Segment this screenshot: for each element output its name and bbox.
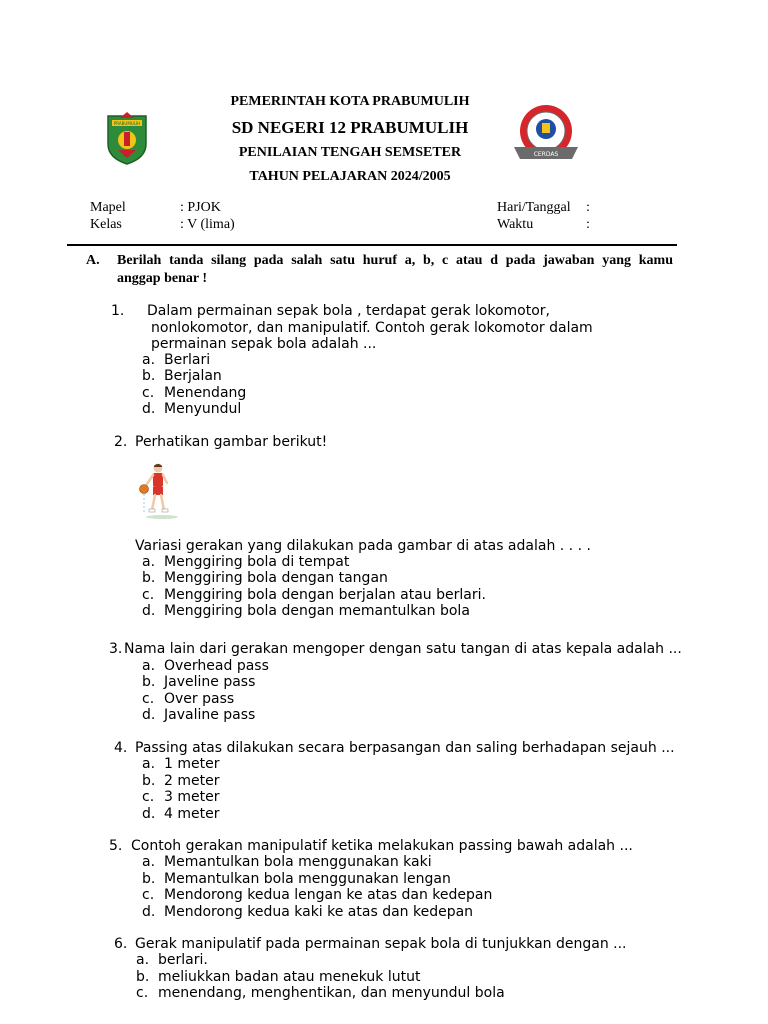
option-text: meliukkan badan atau menekuk lutut xyxy=(158,969,421,985)
option-text: Berjalan xyxy=(164,368,222,384)
question-2-option-d[interactable] xyxy=(142,603,470,620)
option-letter: a. xyxy=(142,554,156,570)
option-text: 3 meter xyxy=(164,789,220,805)
option-text: Mendorong kedua kaki ke atas dan kedepan xyxy=(164,904,474,920)
question-6-number: 6. xyxy=(114,936,128,952)
option-letter: a. xyxy=(142,658,156,674)
option-text: Menggiring bola dengan berjalan atau berlari. xyxy=(164,587,486,603)
header-year: TAHUN PELAJARAN 2024/2005 xyxy=(249,169,451,184)
question-4-option-c[interactable] xyxy=(142,789,219,806)
option-text: Menggiring bola dengan tangan xyxy=(164,570,388,586)
option-text: menendang, menghentikan, dan menyundul bola xyxy=(158,985,505,1001)
option-text: Menyundul xyxy=(164,401,242,417)
option-text: Berlari xyxy=(164,352,211,368)
question-2-option-b[interactable] xyxy=(142,570,388,587)
hari-tanggal-value: : xyxy=(586,200,590,215)
question-2-number: 2. xyxy=(114,434,128,450)
option-letter: b. xyxy=(142,368,156,384)
option-letter: d. xyxy=(142,603,156,619)
option-letter: a. xyxy=(142,756,156,772)
header-school: SD NEGERI 12 PRABUMULIH xyxy=(231,118,469,137)
section-instruction-line1: Berilah tanda silang pada salah satu huruf a, b, c atau d pada jawaban yang kamu xyxy=(117,253,673,268)
option-letter: a. xyxy=(136,952,150,968)
kelas-value: : V (lima) xyxy=(180,217,235,232)
option-text: Menggiring bola di tempat xyxy=(164,554,350,570)
header-divider xyxy=(67,244,677,246)
question-5-option-d[interactable] xyxy=(142,904,473,921)
question-4-number: 4. xyxy=(114,740,128,756)
question-5-number: 5. xyxy=(109,838,123,854)
option-letter: a. xyxy=(142,854,156,870)
question-1-option-b[interactable] xyxy=(142,368,222,385)
option-text: Javeline pass xyxy=(164,674,256,690)
question-1-option-a[interactable] xyxy=(142,352,210,369)
option-text: Memantulkan bola menggunakan lengan xyxy=(164,871,451,887)
mapel-label: Mapel xyxy=(90,200,126,215)
option-letter: b. xyxy=(142,773,156,789)
option-letter: c. xyxy=(142,385,155,401)
mapel-value: : PJOK xyxy=(180,200,221,215)
option-text: Menggiring bola dengan memantulkan bola xyxy=(164,603,470,619)
option-letter: c. xyxy=(136,985,149,1001)
option-text: berlari. xyxy=(158,952,208,968)
waktu-label: Waktu xyxy=(497,217,534,232)
question-6-line1: Gerak manipulatif pada permainan sepak bola di tunjukkan dengan ... xyxy=(135,936,627,952)
option-text: Over pass xyxy=(164,691,235,707)
option-text: Memantulkan bola menggunakan kaki xyxy=(164,854,432,870)
option-text: 4 meter xyxy=(164,806,220,822)
option-letter: c. xyxy=(142,691,155,707)
option-letter: d. xyxy=(142,707,156,723)
question-2-line1: Perhatikan gambar berikut! xyxy=(135,434,328,450)
city-emblem-icon xyxy=(104,110,150,166)
question-6-option-a[interactable] xyxy=(136,952,208,969)
question-5-option-c[interactable] xyxy=(142,887,492,904)
option-letter: b. xyxy=(142,674,156,690)
header-exam: PENILAIAN TENGAH SEMSETER xyxy=(238,145,462,160)
option-letter: c. xyxy=(142,789,155,805)
question-2-option-c[interactable] xyxy=(142,587,486,604)
option-letter: b. xyxy=(142,570,156,586)
option-letter: d. xyxy=(142,401,156,417)
option-text: 1 meter xyxy=(164,756,220,772)
question-3-line1: Nama lain dari gerakan mengoper dengan satu tangan di atas kepala adalah ... xyxy=(124,641,682,657)
option-text: Javaline pass xyxy=(164,707,256,723)
option-text: Mendorong kedua lengan ke atas dan kedepan xyxy=(164,887,493,903)
question-1-line1: Dalam permainan sepak bola , terdapat gerak lokomotor, xyxy=(147,303,550,319)
section-letter: A. xyxy=(86,253,100,268)
school-badge-icon xyxy=(512,103,580,165)
header-government: PEMERINTAH KOTA PRABUMULIH xyxy=(230,94,470,109)
question-4-option-a[interactable] xyxy=(142,756,219,773)
option-letter: c. xyxy=(142,887,155,903)
city-emblem-label: PRABUMULIH xyxy=(113,121,141,126)
question-1-option-c[interactable] xyxy=(142,385,246,402)
question-1-line3: permainan sepak bola adalah ... xyxy=(151,336,377,352)
section-instruction-line2: anggap benar ! xyxy=(117,271,207,286)
option-letter: d. xyxy=(142,904,156,920)
question-4-line1: Passing atas dilakukan secara berpasangan dan saling berhadapan sejauh ... xyxy=(135,740,675,756)
hari-tanggal-label: Hari/Tanggal xyxy=(497,200,571,215)
option-letter: a. xyxy=(142,352,156,368)
school-badge-label: CERDAS xyxy=(533,151,559,158)
question-3-option-d[interactable] xyxy=(142,707,255,724)
kelas-label: Kelas xyxy=(90,217,122,232)
option-text: Overhead pass xyxy=(164,658,269,674)
waktu-value: : xyxy=(586,217,590,232)
question-3-option-b[interactable] xyxy=(142,674,255,691)
question-2-option-a[interactable] xyxy=(142,554,349,571)
question-5-option-a[interactable] xyxy=(142,854,432,871)
basketball-player-image xyxy=(136,462,180,520)
question-5-option-b[interactable] xyxy=(142,871,451,888)
option-letter: d. xyxy=(142,806,156,822)
question-1-option-d[interactable] xyxy=(142,401,241,418)
question-1-line2: nonlokomotor, dan manipulatif. Contoh gerak lokomotor dalam xyxy=(151,320,593,336)
option-letter: b. xyxy=(142,871,156,887)
option-text: Menendang xyxy=(164,385,247,401)
option-letter: c. xyxy=(142,587,155,603)
option-letter: b. xyxy=(136,969,150,985)
question-6-option-b[interactable] xyxy=(136,969,420,986)
question-3-option-c[interactable] xyxy=(142,691,234,708)
question-5-line1: Contoh gerakan manipulatif ketika melakukan passing bawah adalah ... xyxy=(131,838,633,854)
question-3-number: 3. xyxy=(109,641,123,657)
question-4-option-b[interactable] xyxy=(142,773,219,790)
option-text: 2 meter xyxy=(164,773,220,789)
question-1-number: 1. xyxy=(111,303,125,319)
question-4-option-d[interactable] xyxy=(142,806,219,823)
question-6-option-c[interactable] xyxy=(136,985,505,1002)
question-2-prompt: Variasi gerakan yang dilakukan pada gambar di atas adalah . . . . xyxy=(135,538,591,554)
question-3-option-a[interactable] xyxy=(142,658,269,675)
